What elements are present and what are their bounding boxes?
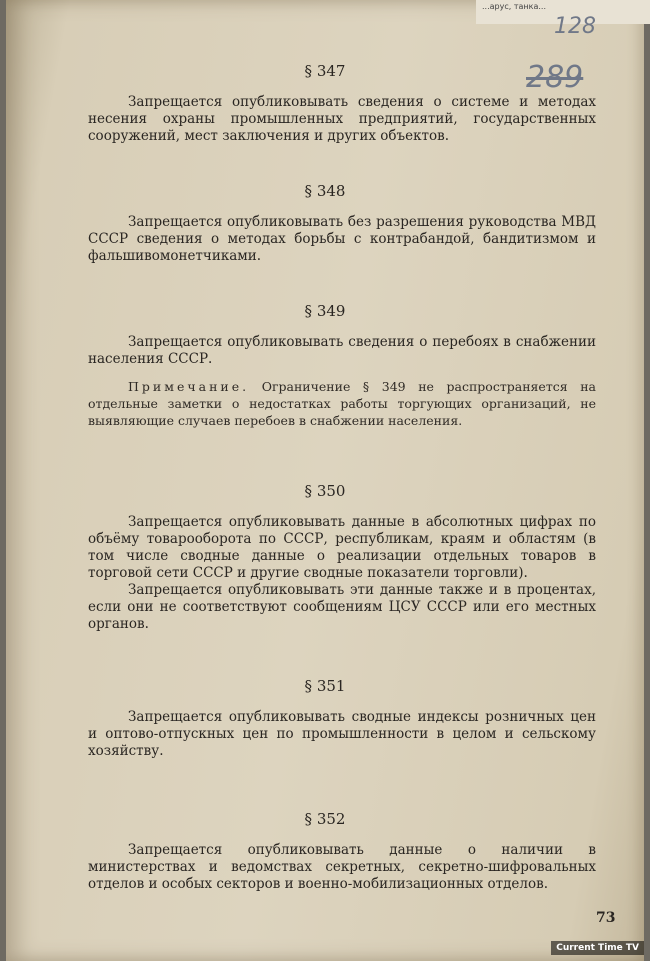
section-paragraph: Запрещается опубликовывать сводные индексы розничных цен и оптово-отпускных цен по промышленности в целом и сельскому хозяйству. (88, 709, 596, 759)
section-heading: § 348 (304, 182, 346, 200)
section-351 (6, 677, 644, 760)
section-heading: § 349 (304, 302, 346, 320)
watermark: Current Time TV (551, 941, 644, 955)
handwritten-crossed-number: 289 (526, 60, 584, 95)
note-label: Примечание. (128, 379, 250, 394)
handwritten-number: 128 (554, 14, 596, 39)
document-page (6, 0, 644, 961)
section-note (6, 378, 644, 429)
page-number: 73 (596, 910, 616, 926)
section-paragraph: Запрещается опубликовывать сведения о перебоях в снабжении населения СССР. (88, 334, 596, 367)
section-paragraph: Запрещается опубликовывать данные в абсолютных цифрах по объёму товарооборота по СССР, республикам, краям и областям (в том числе сводные данные о реализации отдельных товаров в торговой сети СССР и другие сводные показатели торговли). (88, 514, 596, 581)
section-heading: § 350 (304, 482, 346, 500)
section-paragraph: Запрещается опубликовывать данные о наличии в министерствах и ведомствах секретных, секретно-шифровальных отделов и особых секторов и военно-мобилизационных отделов. (88, 842, 596, 892)
section-352 (6, 810, 644, 893)
section-347 (6, 62, 644, 145)
note-text: Ограничение § 349 не распространяется на отдельные заметки о недостатках работы торгующих организаций, не выявляющие случаев перебоев в снабжении населения. (88, 379, 596, 428)
section-350 (6, 482, 644, 633)
section-paragraph: Запрещается опубликовывать без разрешения руководства МВД СССР сведения о методах борьбы с контрабандой, бандитизмом и фальшивомонетчиками. (88, 214, 596, 264)
section-paragraph: Запрещается опубликовывать эти данные также и в процентах, если они не соответствуют сообщениям ЦСУ СССР или его местных органов. (88, 582, 596, 632)
background-paper-text: ...арус, танка... (476, 0, 650, 24)
section-heading: § 347 (304, 62, 346, 80)
section-349 (6, 302, 644, 429)
section-paragraph: Запрещается опубликовывать сведения о системе и методах несения охраны промышленных предприятий, государственных сооружений, мест заключения и других объектов. (88, 94, 596, 144)
section-heading: § 352 (304, 810, 346, 828)
section-heading: § 351 (304, 677, 346, 695)
section-348 (6, 182, 644, 265)
